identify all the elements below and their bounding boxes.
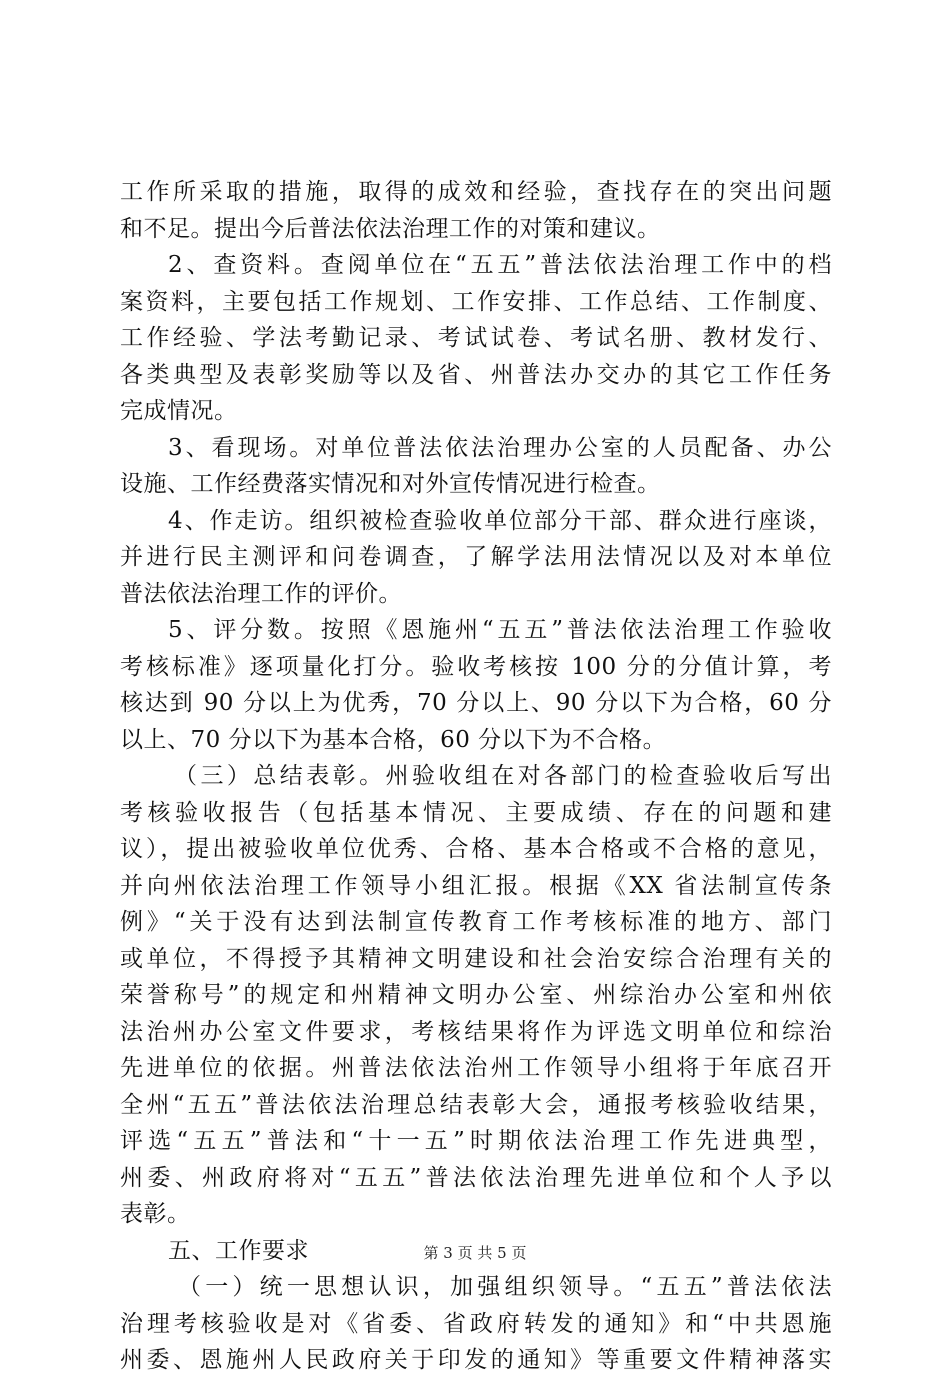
text-line: 或单位，不得授予其精神文明建设和社会治安综合治理有关的 (120, 945, 832, 972)
section-heading: 五、工作要求 (168, 1237, 309, 1264)
text-line: 先进单位的依据。州普法依法治州工作领导小组将于年底召开 (120, 1055, 832, 1081)
text-line: 各类典型及表彰奖励等以及省、州普法办交办的其它工作任务 (120, 361, 832, 388)
text-line: 评选“五五”普法和“十一五”时期依法治理工作先进典型， (120, 1128, 832, 1154)
text-line: 以上、70 分以下为基本合格，60 分以下为不合格。 (120, 726, 667, 753)
text-line: 表彰。 (120, 1201, 191, 1227)
document-body (120, 174, 832, 1379)
text-line: 荣誉称号”的规定和州精神文明办公室、州综治办公室和州依 (120, 982, 832, 1008)
text-line: 州委、州政府将对“五五”普法依法治理先进单位和个人予以 (120, 1164, 832, 1191)
text-line: 和不足。提出今后普法依法治理工作的对策和建议。 (120, 215, 661, 242)
text-line: 工作经验、学法考勤记录、考试试卷、考试名册、教材发行、 (120, 325, 832, 351)
text-line: 2、查资料。查阅单位在“五五”普法依法治理工作中的档 (168, 252, 832, 278)
text-line: 法治州办公室文件要求，考核结果将作为评选文明单位和综治 (120, 1018, 832, 1045)
text-line: （一）统一思想认识，加强组织领导。“五五”普法依法 (178, 1274, 832, 1300)
page-number-footer: 第 3 页 共 5 页 (423, 1244, 527, 1262)
text-line: 5、评分数。按照《恩施州“五五”普法依法治理工作验收 (168, 617, 832, 643)
text-line: 治理考核验收是对《省委、省政府转发的通知》和“中共恩施 (120, 1310, 832, 1337)
text-line: 考核验收报告（包括基本情况、主要成绩、存在的问题和建 (120, 799, 832, 826)
text-line: 例》“关于没有达到法制宣传教育工作考核标准的地方、部门 (120, 909, 832, 935)
text-line: 州委、恩施州人民政府关于印发的通知》等重要文件精神落实 (120, 1347, 832, 1373)
text-line: 考核标准》逐项量化打分。验收考核按 100 分的分值计算，考 (120, 653, 832, 680)
text-line: 工作所采取的措施，取得的成效和经验，查找存在的突出问题 (120, 179, 832, 205)
text-line: 4、作走访。组织被检查验收单位部分干部、群众进行座谈， (168, 507, 832, 534)
text-line: 并进行民主测评和问卷调查，了解学法用法情况以及对本单位 (120, 544, 832, 570)
text-line: 完成情况。 (120, 398, 238, 424)
text-line: 并向州依法治理工作领导小组汇报。根据《XX 省法制宣传条 (120, 872, 832, 899)
text-line: 议），提出被验收单位优秀、合格、基本合格或不合格的意见， (120, 836, 832, 862)
text-line: 设施、工作经费落实情况和对外宣传情况进行检查。 (120, 471, 661, 497)
text-line: 3、看现场。对单位普法依法治理办公室的人员配备、办公 (168, 434, 832, 461)
text-line: 全州“五五”普法依法治理总结表彰大会，通报考核验收结果， (120, 1091, 832, 1118)
text-line: （三）总结表彰。州验收组在对各部门的检查验收后写出 (174, 763, 832, 789)
text-line: 案资料，主要包括工作规划、工作安排、工作总结、工作制度、 (120, 288, 832, 315)
text-line: 核达到 90 分以上为优秀，70 分以上、90 分以下为合格，60 分 (120, 690, 832, 716)
text-line: 普法依法治理工作的评价。 (120, 580, 402, 607)
